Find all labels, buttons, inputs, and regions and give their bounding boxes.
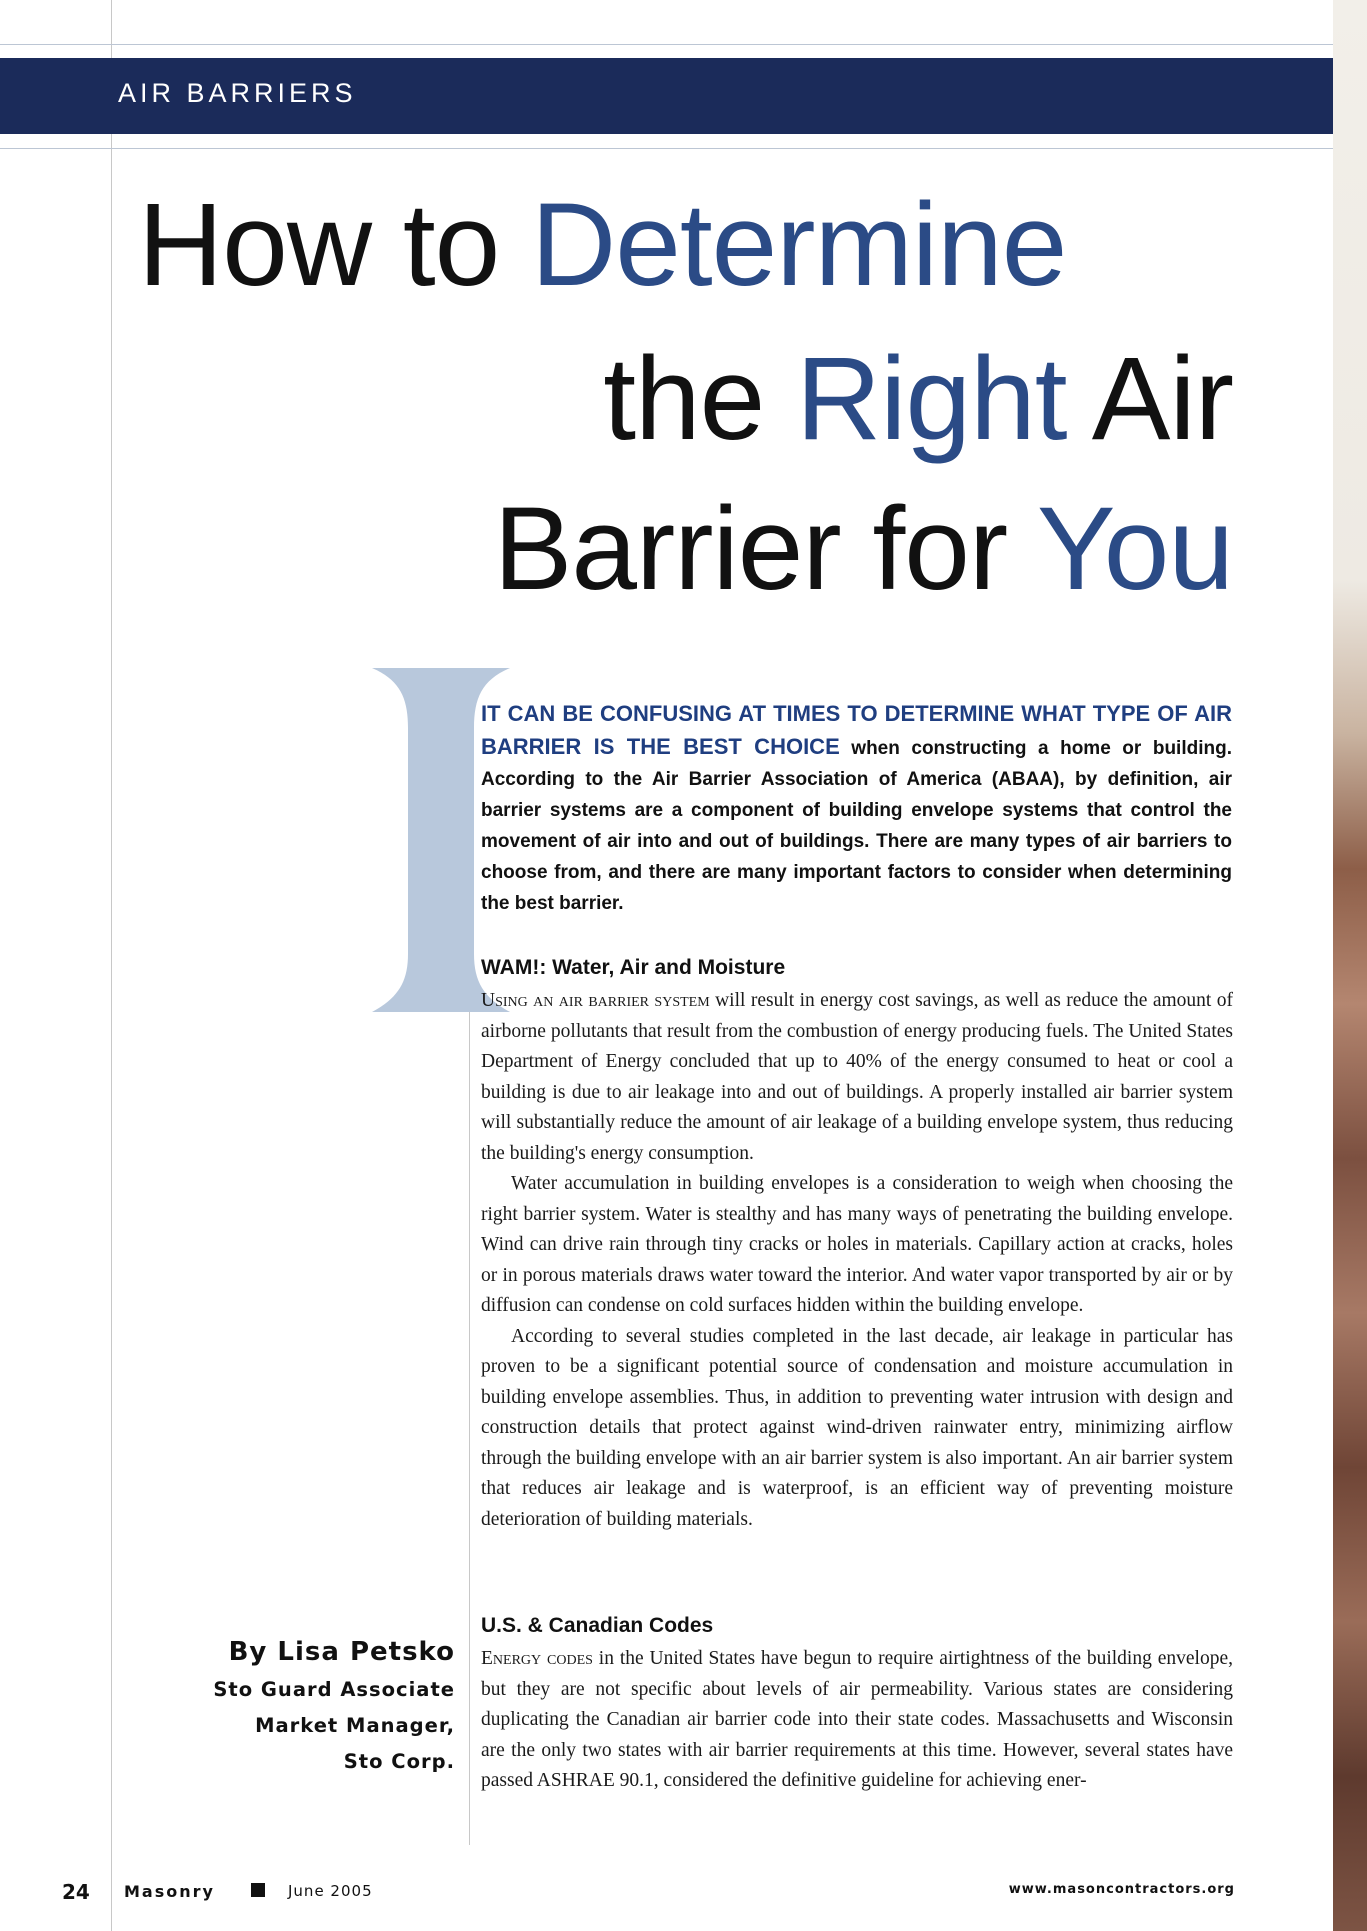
lead-text: when constructing a home or building. According to the Air Barrier Association of America (ABAA), by definition, air barrier systems are a component of building envelope systems that control the movement of air into and out of buildings. There are many types of air barriers to choose from, and there are many important factors to consider when determining the best barrier. — [481, 738, 1232, 914]
author-role: Sto Guard Associate — [213, 1678, 455, 1701]
body-section-wam — [481, 986, 1233, 1535]
paragraph-text: in the United States have begun to require airtightness of the building envelope, but they are not specific about levels of air permeability. Various states are considering duplicating the Canadian air barrier code into their state codes. Massachusetts and Wisconsin are the only two states with air barrier requirements at this time. However, several states have passed ASHRAE 90.1, considered the definitive guideline for achieving ener- — [481, 1648, 1233, 1791]
left-margin-rule — [111, 0, 112, 1931]
headline-line-3 — [493, 483, 1233, 615]
issue-date: June 2005 — [288, 1882, 373, 1900]
author-byline — [150, 1632, 455, 1780]
run-in-caps: Energy codes — [481, 1648, 593, 1669]
body-paragraph: According to several studies completed in the last decade, air leakage in particular has proven to be a significant potential source of condensation and moisture accumulation in building envelope assemblies. Thus, in addition to preventing water intrusion with design and construction details that protect against wind-driven rainwater entry, minimizing airflow through the building envelope with an air barrier system is also important. An air barrier system that reduces air leakage and is waterproof, is an efficient way of preventing moisture deterioration of building materials. — [481, 1325, 1233, 1530]
lead-paragraph — [481, 698, 1232, 919]
headline-line-2 — [603, 333, 1233, 465]
subhead-wam: WAM!: Water, Air and Moisture — [481, 956, 786, 979]
headline-word: How to — [138, 179, 532, 311]
headline-word: Barrier for — [493, 483, 1037, 615]
headline-word: Air — [1066, 333, 1233, 465]
lead-caps: IT CAN BE CONFUSING AT TIMES TO DETERMINE WHAT TYPE OF AIR BARRIER IS THE BEST CHOICE — [481, 701, 1232, 759]
photo-edge-strip — [1333, 0, 1367, 1931]
author-company: Sto Corp. — [343, 1750, 455, 1773]
paragraph-text: will result in energy cost savings, as well as reduce the amount of airborne pollutants that result from the combustion of energy producing fuels. The United States Department of Energy concluded that up to 40% of the energy consumed to heat or cool a building is due to air leakage into and out of buildings. A properly installed air barrier system will substantially reduce the amount of air leakage of a building envelope system, thus reducing the building's energy consumption. — [481, 990, 1233, 1164]
run-in-caps: Using an air barrier system — [481, 990, 710, 1011]
body-paragraph — [481, 986, 1233, 1169]
headline-accent-word: Right — [796, 333, 1067, 465]
website-url: www.masoncontractors.org — [1008, 1882, 1235, 1897]
magazine-name: Masonry — [124, 1882, 215, 1901]
body-paragraph — [481, 1644, 1233, 1797]
footer-square-icon — [251, 1883, 265, 1897]
subhead-codes: U.S. & Canadian Codes — [481, 1614, 714, 1637]
author-name: By Lisa Petsko — [228, 1637, 455, 1667]
header-rule-bottom — [0, 148, 1333, 149]
page-number: 24 — [62, 1880, 90, 1904]
body-section-codes — [481, 1644, 1233, 1797]
header-rule-top — [0, 44, 1333, 45]
headline-accent-word: Determine — [531, 179, 1067, 311]
headline-accent-word: You — [1036, 483, 1233, 615]
body-paragraph: Water accumulation in building envelopes is a consideration to weigh when choosing the right barrier system. Water is stealthy and has many ways of penetrating the building envelope. Wind can drive rain through tiny cracks or holes in materials. Capillary action at cracks, holes or in porous materials draws water toward the interior. And water vapor transported by air or by diffusion can condense on cold surfaces hidden within the building envelope. — [481, 1173, 1233, 1316]
headline-line-1 — [138, 179, 1067, 311]
section-label: AIR BARRIERS — [118, 78, 357, 108]
author-role: Market Manager, — [255, 1714, 455, 1737]
headline-word: the — [603, 333, 797, 465]
